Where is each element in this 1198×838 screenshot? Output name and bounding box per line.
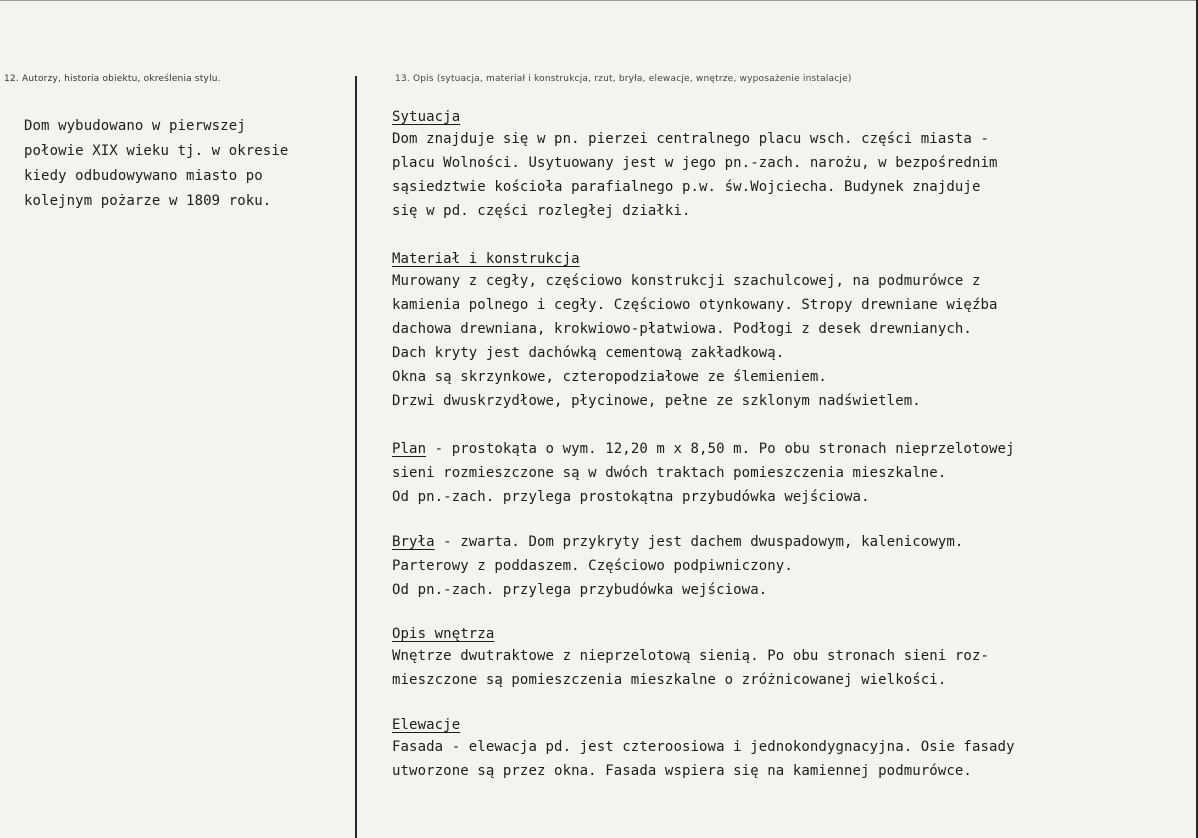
text-fragment: - prostokąta o wym. 12,20 m x 8,50 m. Po obu stronach nieprzelotowej [426,441,1015,457]
section-opis-wnetrza [392,624,989,692]
left-column-header: 12. Autorzy, historia obiektu, określenia stylu. [4,74,221,84]
text-line: Drzwi dwuskrzydłowe, płycinowe, pełne ze szklonym nadświetlem. [392,393,921,409]
history-line: połowie XIX wieku tj. w okresie [24,143,289,159]
section-material [392,249,998,413]
history-line: kiedy odbudowywano miasto po [24,168,263,184]
section-plan [392,437,1015,509]
section-label: Plan [392,441,427,457]
text-line [392,530,963,554]
section-heading: Sytuacja [392,109,461,125]
section-label: Bryła [392,534,435,550]
text-line: Fasada - elewacja pd. jest czteroosiowa i jednokondygnacyjna. Osie fasady [392,739,1015,755]
text-line [392,437,1015,461]
text-line: Parterowy z poddaszem. Częściowo podpiwniczony. [392,558,793,574]
text-line: utworzone są przez okna. Fasada wspiera się na kamiennej podmurówce. [392,763,972,779]
section-heading: Opis wnętrza [392,626,495,642]
section-bryla [392,530,963,602]
text-line: się w pd. części rozległej działki. [392,203,691,219]
text-line: Okna są skrzynkowe, czteropodziałowe ze ślemieniem. [392,369,827,385]
text-line: dachowa drewniana, krokwiowo-płatwiowa. Podłogi z desek drewnianych. [392,321,972,337]
section-sytuacja [392,107,998,223]
text-line: placu Wolności. Usytuowany jest w jego pn.-zach. narożu, w bezpośrednim [392,155,998,171]
top-rule [0,0,1198,1]
right-column-header: 13. Opis (sytuacja, materiał i konstrukcja, rzut, bryła, elewacje, wnętrze, wyposażenie instalacje) [395,74,852,84]
section-heading: Materiał i konstrukcja [392,251,580,267]
section-heading: Elewacje [392,717,461,733]
history-line: kolejnym pożarze w 1809 roku. [24,193,272,209]
text-line: Murowany z cegły, częściowo konstrukcji szachulcowej, na podmurówce z [392,273,981,289]
text-line: Dom znajduje się w pn. pierzei centralnego placu wsch. części miasta - [392,131,990,147]
text-line: Od pn.-zach. przylega prostokątna przybudówka wejściowa. [392,489,870,505]
text-line: sąsiedztwie kościoła parafialnego p.w. św.Wojciecha. Budynek znajduje [392,179,981,195]
text-line: Od pn.-zach. przylega przybudówka wejściowa. [392,582,768,598]
text-line: kamienia polnego i cegły. Częściowo otynkowany. Stropy drewniane więźba [392,297,998,313]
section-elewacje [392,715,1015,783]
text-line: sieni rozmieszczone są w dwóch traktach pomieszczenia mieszkalne. [392,465,947,481]
history-text [24,114,344,214]
text-line: Dach kryty jest dachówką cementową zakładkową. [392,345,785,361]
text-line: mieszczone są pomieszczenia mieszkalne o zróżnicowanej wielkości. [392,672,947,688]
column-divider [355,76,357,838]
history-line: Dom wybudowano w pierwszej [24,118,246,134]
text-line: Wnętrze dwutraktowe z nieprzelotową sienią. Po obu stronach sieni roz- [392,648,990,664]
text-fragment: - zwarta. Dom przykryty jest dachem dwuspadowym, kalenicowym. [434,534,964,550]
